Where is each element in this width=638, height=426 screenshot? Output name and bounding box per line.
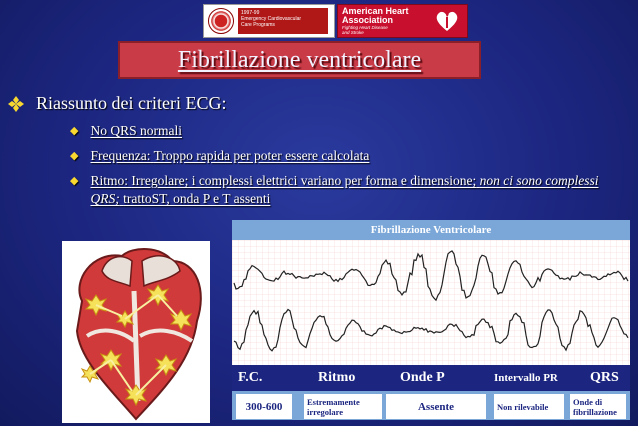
ecg-panel xyxy=(232,220,630,420)
cell-pr-interval: Non rilevabile xyxy=(494,394,564,419)
four-diamond-bullet-icon xyxy=(8,96,24,112)
cell-p-waves: Assente xyxy=(386,394,486,419)
diamond-bullet-icon: ◆ xyxy=(70,150,79,162)
column-header-qrs: QRS xyxy=(590,370,619,385)
aha-name-line: American Heart xyxy=(342,6,409,16)
ecg-strip xyxy=(232,240,630,365)
criterion-text: No QRS normali xyxy=(90,123,182,138)
diamond-bullet-icon: ◆ xyxy=(70,125,79,137)
ecg-table-row xyxy=(232,391,630,420)
criterion-detail: Troppo rapida per poter essere calcolata xyxy=(153,148,370,163)
ecc-logo-line: Care Programs xyxy=(241,22,275,28)
criterion-label: Ritmo: xyxy=(90,173,128,188)
criterion-frequency xyxy=(70,147,369,165)
cell-qrs: Onde di fibrillazione xyxy=(570,394,626,419)
ecg-table-header xyxy=(232,365,630,391)
aha-tagline: and Stroke xyxy=(342,30,364,35)
seal-icon xyxy=(208,8,234,34)
aha-logo xyxy=(337,4,468,38)
ecc-logo-line: 1997-99 xyxy=(241,10,260,16)
column-header-rate: F.C. xyxy=(238,370,263,385)
column-header-rhythm: Ritmo xyxy=(318,370,356,385)
criterion-italic: non ci sono complessi QRS; xyxy=(90,173,599,206)
cell-rate: 300-600 xyxy=(236,394,292,419)
diamond-bullet-icon: ◆ xyxy=(70,175,79,187)
criterion-rhythm xyxy=(70,172,630,208)
slide-title-box xyxy=(118,41,481,79)
column-header-p-waves: Onde P xyxy=(400,370,445,385)
main-bullet xyxy=(8,93,226,114)
ecc-programs-logo xyxy=(203,4,335,38)
criterion-detail: Irregolare; i complessi elettrici variano per forma e dimensione; xyxy=(131,173,477,188)
aha-tagline: Fighting Heart Disease xyxy=(342,25,388,30)
criterion-tail: trattoST, onda P e T assenti xyxy=(123,191,271,206)
ecc-logo-text xyxy=(238,8,328,34)
criterion-text xyxy=(90,172,630,208)
aha-logo-text xyxy=(342,7,434,35)
slide-title: Fibrillazione ventricolare xyxy=(177,46,422,73)
ecg-header: Fibrillazione Ventricolare xyxy=(232,220,630,240)
cell-rhythm: Estremamente irregolare xyxy=(304,394,382,419)
criterion-qrs xyxy=(70,122,182,140)
aha-name-line: Association xyxy=(342,15,394,25)
heart-torch-icon xyxy=(434,8,460,34)
main-bullet-text: Riassunto dei criteri ECG: xyxy=(36,93,227,113)
heart-fibrillation-illustration xyxy=(62,241,210,423)
column-header-pr-interval: Intervallo PR xyxy=(494,372,558,384)
ecc-logo-line: Emergency Cardiovascular xyxy=(241,16,302,22)
criterion-label: Frequenza: xyxy=(90,148,151,163)
criterion-text xyxy=(90,147,369,165)
